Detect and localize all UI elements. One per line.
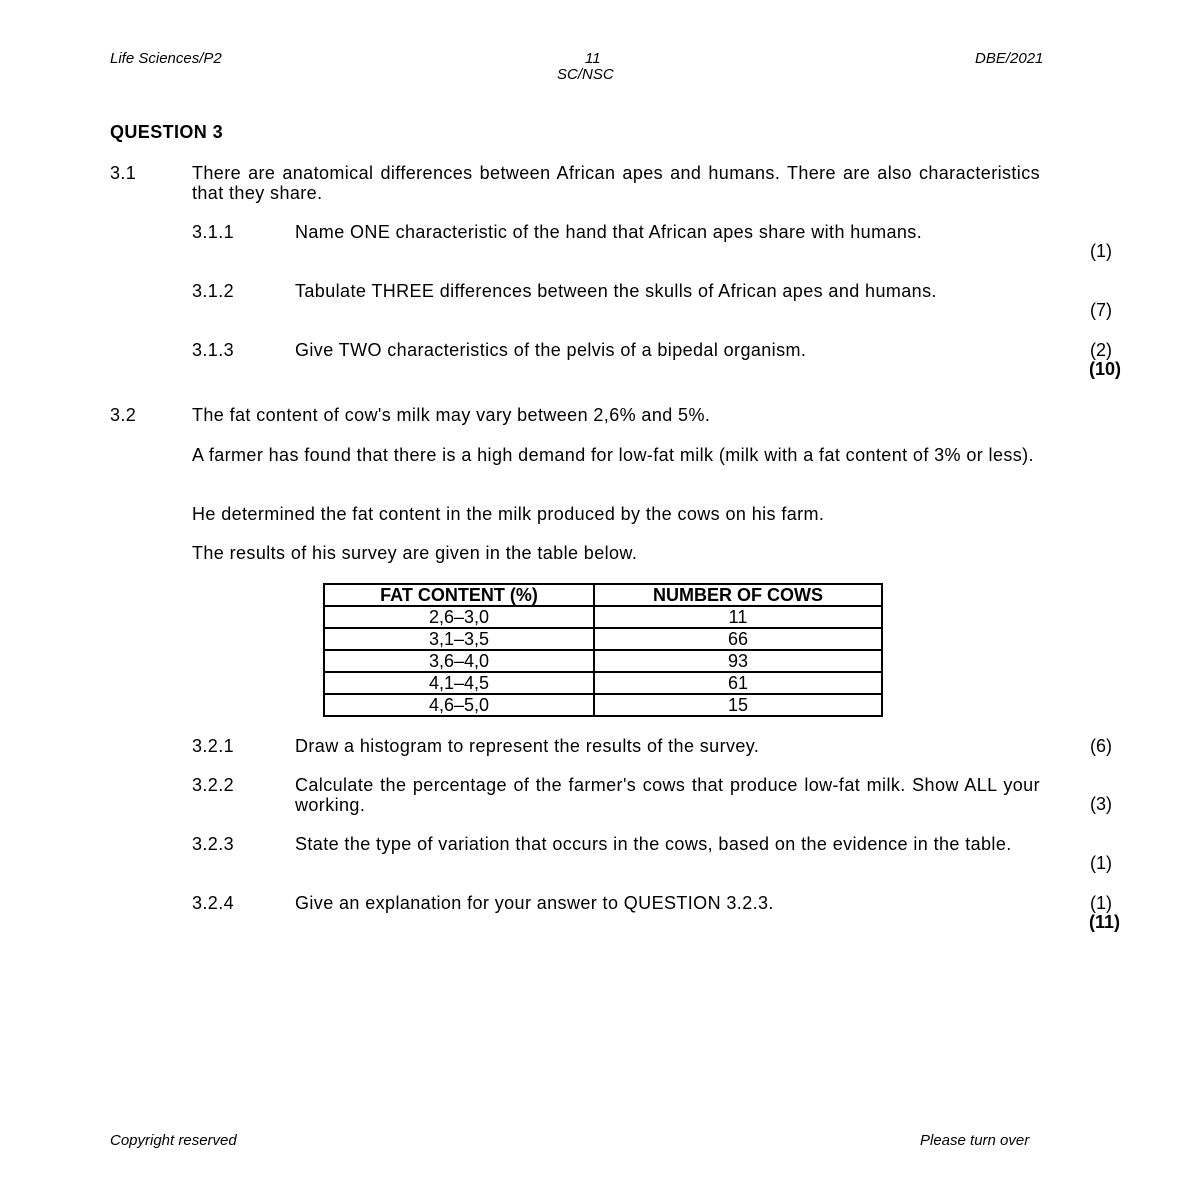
q3-1-number: 3.1	[110, 163, 137, 183]
table-cell-fat-range: 2,6–3,0	[324, 606, 594, 628]
footer-copyright: Copyright reserved	[110, 1132, 237, 1149]
fat-content-table	[323, 583, 883, 717]
q3-1-2-marks: (7)	[1090, 300, 1112, 320]
q3-1-1-marks: (1)	[1090, 241, 1112, 261]
table-header-number-of-cows: NUMBER OF COWS	[594, 584, 882, 606]
q3-2-1-marks: (6)	[1090, 736, 1112, 756]
table-row	[324, 672, 882, 694]
q3-1-3-number: 3.1.3	[192, 340, 235, 360]
q3-2-2-marks: (3)	[1090, 794, 1112, 814]
header-page-number: 11	[585, 50, 601, 67]
q3-1-3-marks: (2)	[1090, 340, 1112, 360]
table-row	[324, 650, 882, 672]
header-issuer: DBE/2021	[975, 50, 1044, 67]
q3-2-4-marks: (1)	[1090, 893, 1112, 913]
q3-2-3-number: 3.2.3	[192, 834, 235, 854]
q3-2-4-number: 3.2.4	[192, 893, 235, 913]
table-cell-cow-count: 15	[594, 694, 882, 716]
q3-2-2-number: 3.2.2	[192, 775, 235, 795]
table-row	[324, 628, 882, 650]
q3-1-1-number: 3.1.1	[192, 222, 235, 242]
q3-2-3-marks: (1)	[1090, 853, 1112, 873]
q3-2-para4: The results of his survey are given in the table below.	[192, 543, 638, 563]
q3-2-total-marks: (11)	[1089, 912, 1121, 932]
table-cell-cow-count: 11	[594, 606, 882, 628]
table-header-fat-content: FAT CONTENT (%)	[324, 584, 594, 606]
table-cell-fat-range: 3,1–3,5	[324, 628, 594, 650]
table-cell-cow-count: 61	[594, 672, 882, 694]
q3-2-4-text: Give an explanation for your answer to QUESTION 3.2.3.	[295, 893, 774, 913]
table-cell-fat-range: 3,6–4,0	[324, 650, 594, 672]
header-exam-type: SC/NSC	[557, 66, 614, 83]
table-row	[324, 606, 882, 628]
footer-turn-over: Please turn over	[920, 1132, 1030, 1149]
q3-1-2-number: 3.1.2	[192, 281, 235, 301]
header-subject: Life Sciences/P2	[110, 50, 222, 67]
table-cell-fat-range: 4,1–4,5	[324, 672, 594, 694]
q3-2-para3: He determined the fat content in the milk produced by the cows on his farm.	[192, 504, 825, 524]
q3-2-para1: The fat content of cow's milk may vary between 2,6% and 5%.	[192, 405, 711, 425]
q3-2-1-number: 3.2.1	[192, 736, 235, 756]
table-row	[324, 694, 882, 716]
question-title: QUESTION 3	[110, 122, 224, 142]
q3-2-para2: A farmer has found that there is a high demand for low-fat milk (milk with a fat content of 3% or less).	[192, 445, 1034, 465]
table-cell-fat-range: 4,6–5,0	[324, 694, 594, 716]
q3-1-2-text: Tabulate THREE differences between the skulls of African apes and humans.	[295, 281, 937, 301]
q3-2-2-text: Calculate the percentage of the farmer's cows that produce low-fat milk. Show ALL your working.	[295, 775, 1040, 815]
q3-2-1-text: Draw a histogram to represent the results of the survey.	[295, 736, 760, 756]
q3-2-number: 3.2	[110, 405, 137, 425]
table-cell-cow-count: 66	[594, 628, 882, 650]
table-cell-cow-count: 93	[594, 650, 882, 672]
q3-1-1-text: Name ONE characteristic of the hand that African apes share with humans.	[295, 222, 923, 242]
q3-1-total-marks: (10)	[1089, 359, 1122, 379]
q3-1-intro: There are anatomical differences between African apes and humans. There are also characteristics that they share.	[192, 163, 1040, 203]
q3-1-3-text: Give TWO characteristics of the pelvis of a bipedal organism.	[295, 340, 807, 360]
table-header-row	[324, 584, 882, 606]
q3-2-3-text: State the type of variation that occurs in the cows, based on the evidence in the table.	[295, 834, 1012, 854]
